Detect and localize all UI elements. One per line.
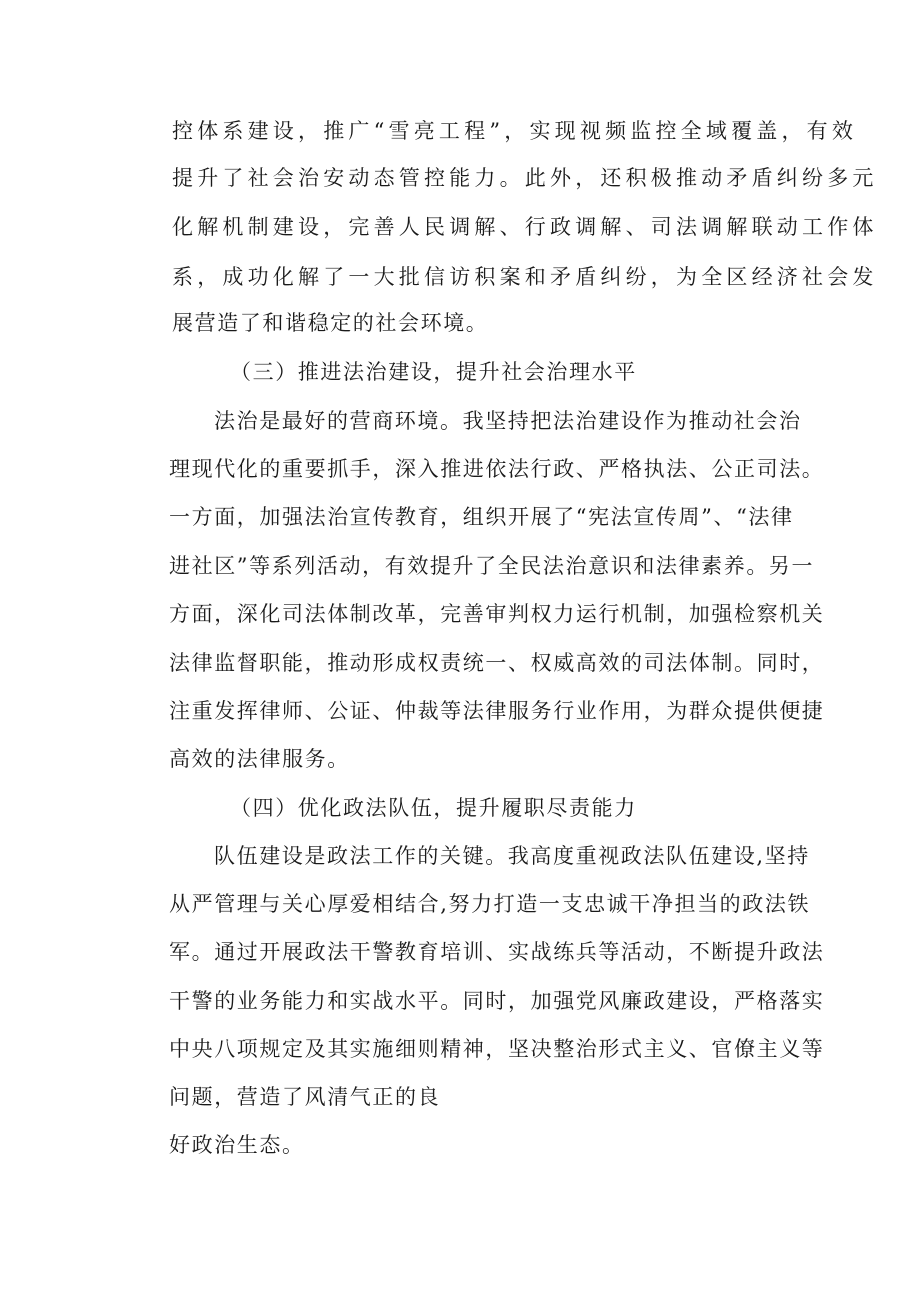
paragraph-3-line-3: 军。通过开展政法干警教育培训、实战练兵等活动，不断提升政法 (169, 940, 825, 964)
paragraph-3-line-6: 问题，营造了风清气正的良 (169, 1085, 441, 1109)
paragraph-1-line-4: 系，成功化解了一大批信访积案和矛盾纠纷，为全区经济社会发 (172, 265, 878, 289)
paragraph-2-line-6: 法律监督职能，推动形成权责统一、权威高效的司法体制。同时， (169, 651, 825, 675)
paragraph-3-line-2: 从严管理与关心厚爱相结合,努力打造一支忠诚干净担当的政法铁 (169, 892, 811, 916)
paragraph-2-line-2: 理现代化的重要抓手，深入推进依法行政、严格执法、公正司法。 (169, 457, 825, 481)
paragraph-3-line-7: 好政治生态。 (169, 1133, 305, 1157)
paragraph-1-line-1: 控体系建设，推广“雪亮工程”，实现视频监控全域覆盖，有效 (172, 119, 858, 143)
paragraph-2-line-1: 法治是最好的营商环境。我坚持把法治建设作为推动社会治 (214, 409, 802, 433)
paragraph-3-line-4: 干警的业务能力和实战水平。同时，加强党风廉政建设，严格落实 (169, 989, 825, 1013)
paragraph-1-line-3: 化解机制建设，完善人民调解、行政调解、司法调解联动工作体 (172, 215, 878, 239)
section-heading-3: （三）推进法治建设，提升社会治理水平 (230, 360, 637, 384)
paragraph-3-line-1: 队伍建设是政法工作的关键。我高度重视政法队伍建设,坚持 (214, 844, 810, 868)
paragraph-2-line-7: 注重发挥律师、公证、仲裁等法律服务行业作用，为群众提供便捷 (169, 699, 825, 723)
paragraph-3-line-5: 中央八项规定及其实施细则精神，坚决整治形式主义、官僚主义等 (169, 1037, 825, 1061)
section-heading-4: （四）优化政法队伍，提升履职尽责能力 (230, 796, 637, 820)
paragraph-2-line-5: 方面，深化司法体制改革，完善审判权力运行机制，加强检察机关 (169, 602, 825, 626)
paragraph-2-line-8: 高效的法律服务。 (169, 747, 350, 771)
paragraph-2-line-3: 一方面，加强法治宣传教育，组织开展了“宪法宣传周”、“法律 (169, 505, 794, 529)
paragraph-1-line-5: 展营造了和谐稳定的社会环境。 (172, 311, 489, 335)
paragraph-2-line-4: 进社区”等系列活动，有效提升了全民法治意识和法律素养。另一 (169, 554, 815, 578)
paragraph-1-line-2: 提升了社会治安动态管控能力。此外，还积极推动矛盾纠纷多元 (172, 166, 878, 190)
